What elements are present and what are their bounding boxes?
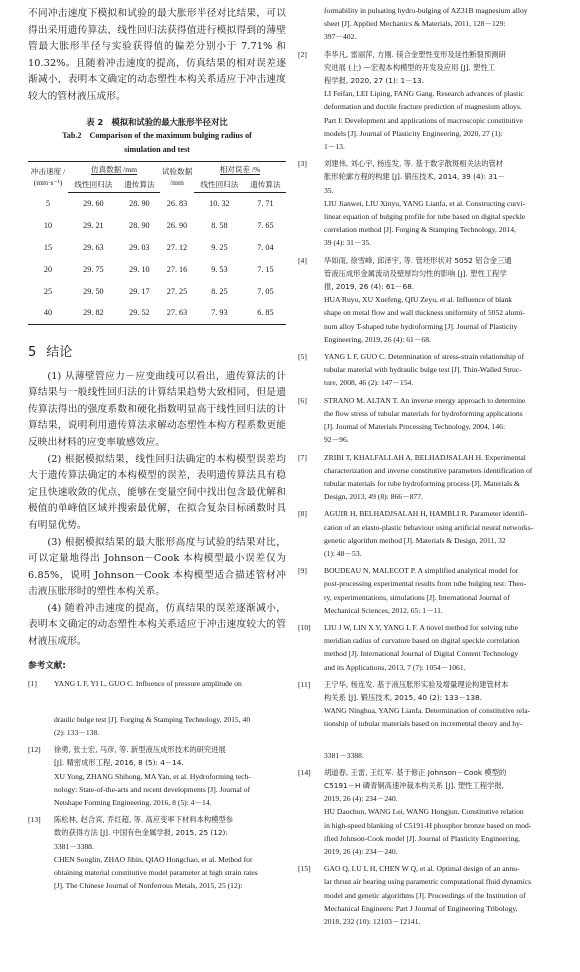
reference-line: Part I: Development and applications of macroscopic constitutive	[324, 115, 523, 125]
reference-line: shape on metal flow and wall thickness uniformity of 5052 alumi-	[324, 308, 525, 318]
reference-number: [5]	[298, 352, 307, 362]
reference-line: post-processing experimental results from tube bulging test: Theo-	[324, 579, 527, 589]
table-title-en-1: Tab.2 Comparison of the maximum bulging radius of	[62, 130, 252, 140]
reference-number: [4]	[298, 255, 307, 265]
reference-text	[324, 48, 568, 154]
reference-line: draulic bulge test [J]. Forging & Stamping Technology, 2015, 40	[54, 714, 251, 724]
reference-line: XU Yong, ZHANG Shihong, MA Yan, et al. Hydroforming tech-	[54, 771, 251, 781]
table-cell: 9. 25	[211, 242, 228, 252]
section-number: 5	[28, 344, 37, 360]
col-sim-genetic: 遗传算法	[119, 177, 160, 193]
reference-entry	[298, 451, 568, 504]
reference-line: ified Johnson-Cook model [J]. Journal of Plasticity Engineering,	[324, 833, 520, 843]
reference-entry	[298, 621, 568, 674]
table-cell: 7. 05	[257, 286, 274, 296]
table-cell: 26. 90	[166, 220, 188, 230]
reference-line: 华如雨, 徐雪峰, 邱泽宇, 等. 管坯形状对 5052 铝合金三通	[324, 255, 512, 265]
table-cell: 7. 04	[257, 242, 274, 252]
reference-line: 数的获得方法 [J]. 中国有色金属学报, 2015, 25 (12):	[54, 828, 228, 838]
table-cell: 6. 85	[245, 302, 286, 324]
reference-text	[54, 813, 286, 892]
reference-line: meridian radius of curvature based on digital speckle correlation	[324, 636, 520, 646]
table-title-zh: 表 2 模拟和试验的最大胀形半径对比	[86, 116, 228, 127]
reference-line: num alloy T-shaped tube hydroforming [J]. Journal of Plasticity	[324, 321, 518, 331]
reference-line: ZRIBI T, KHALFALLAH A, BELHADJSALAH H. Experimental	[324, 452, 526, 462]
reference-line: (1): 48－53.	[324, 548, 362, 558]
reference-entry	[298, 507, 568, 560]
table-cell: 15	[43, 242, 53, 252]
section-heading	[28, 341, 286, 360]
reference-line: C5191－H 磷青铜高速冲裁本构关系 [J]. 塑性工程学报,	[324, 780, 504, 790]
conclusion-paragraph: (1) 从薄壁管应力－应变曲线可以看出，遗传算法的计算结果与一般线性回归法的计算结果趋势大致相同，但是遗传算法得出的强度系数和硬化指数明显高于线性回归法的计算结果，说明利用遗传算法求解动态塑性本构方程系数更能反映出材料的应变率敏感效应。	[28, 370, 286, 448]
reference-line: 王宁华, 杨连发. 基于液压胀形实验及增量理论构建管材本	[324, 679, 509, 689]
reference-text	[324, 678, 568, 731]
reference-line: 管液压成形金属流动及壁厚均匀性的影响 [J]. 塑性工程学	[324, 268, 507, 278]
left-column	[28, 6, 286, 897]
table-cell: 29. 10	[129, 264, 150, 274]
reference-text	[324, 862, 568, 928]
reference-number: [12]	[28, 745, 41, 755]
col-err-linreg: 线性回归法	[194, 177, 245, 193]
reference-line: Netshape Forming Engineering, 2016, 8 (5): 4－14.	[54, 798, 212, 808]
col-test: 试验数据 /mm	[160, 161, 194, 192]
reference-line: characterization and inverse constitutive parameters identification of	[324, 465, 533, 475]
reference-entry	[298, 564, 568, 617]
reference-number: [8]	[298, 509, 307, 519]
table-cell: 9. 53	[211, 264, 228, 274]
table-cell: 29. 03	[129, 242, 150, 252]
table-cell: 29. 82	[68, 302, 119, 324]
reference-line: tubular material with hydraulic bulge test [J]. Thin-Walled Struc-	[324, 365, 522, 375]
col-err-genetic: 遗传算法	[245, 177, 286, 193]
reference-text	[54, 743, 286, 809]
reference-gap	[298, 928, 568, 932]
reference-line: obtaining material constitutive model parameter at high strain rates	[54, 868, 258, 878]
reference-line: formability in pulsating hydro-bulging of AZ31B magnesium alloy	[324, 6, 528, 15]
reference-line	[324, 735, 568, 749]
reference-line: 1－13.	[324, 142, 345, 152]
table-cell: 10. 32	[209, 198, 230, 208]
table-cell: 8. 25	[211, 286, 228, 296]
table-cell: 7. 65	[257, 220, 274, 230]
sim-group-label: 仿真数据 /mm	[90, 164, 138, 174]
reference-text	[324, 621, 568, 674]
reference-text	[324, 157, 568, 249]
table-row	[28, 280, 286, 302]
reference-number	[298, 735, 324, 762]
reference-number: [2]	[298, 49, 307, 59]
reference-line: models [J]. Journal of Plasticity Engineering, 2020, 27 (1):	[324, 128, 503, 138]
reference-line: sheet [J]. Applied Mechanics & Materials, 2011, 128－129:	[324, 19, 506, 29]
conclusion-paragraph: (2) 根据模拟结果，线性回归法确定的本构模型误差均大于遗传算法确定的本构模型的误差，表明遗传算法具有稳定且快速收敛的优点，能够在变量空间中找出包含最优解和极值的单峰值区域并搜索最优解，在拟合复杂目标函数时具有明显优势。	[28, 453, 286, 531]
reference-line: 李华凡, 雷丽萍, 方刚. 镁合金塑性变形及延性断裂预测研	[324, 49, 506, 59]
references-heading: 参考文献:	[28, 660, 66, 671]
reference-line: the flow stress of tubular materials for hydroforming applications	[324, 408, 523, 418]
impact-speed-label: 冲击速度 /	[30, 166, 66, 176]
reference-line: [J]. The Chinese Journal of Nonferrous Metals, 2015, 25 (12):	[54, 881, 243, 891]
references-left	[28, 677, 286, 897]
table-body	[28, 192, 286, 324]
reference-number: [3]	[298, 159, 307, 169]
reference-line: 究进展 (上) —宏观本构模型的开发及应用 [J]. 塑性工	[324, 62, 496, 72]
impact-speed-unit: (mm·s⁻¹)	[33, 177, 63, 187]
table-cell: 7. 15	[257, 264, 274, 274]
reference-entry	[298, 254, 568, 346]
reference-line: 胡道春, 王雷, 王红军. 基于修正 Johnson－Cook 模型的	[324, 767, 507, 777]
reference-entry	[298, 350, 568, 390]
reference-entry	[298, 48, 568, 154]
reference-line: linear equation of bulging profile for tube based on digital speckle	[324, 212, 526, 222]
reference-line: HUA Ruyu, XU Xuefeng, QIU Zeyu, et al. Influence of blank	[324, 295, 513, 305]
reference-line: [J]. 精密成形工程, 2016, 8 (5): 4－14.	[54, 758, 184, 768]
reference-line: STRANO M, ALTAN T. An inverse energy approach to determine	[324, 395, 526, 405]
reference-number: [13]	[28, 815, 41, 825]
reference-line: WANG Ninghua, YANG Lianfa. Determination of constitutive rela-	[324, 706, 531, 716]
reference-line: BOUDEAU N, MALECOT P. A simplified analytical model for	[324, 566, 519, 576]
table-cell: 29. 75	[83, 264, 104, 274]
table-row	[28, 214, 286, 236]
reference-text	[324, 507, 568, 560]
table-cell: 29. 52	[119, 302, 160, 324]
table-row	[28, 302, 286, 324]
reference-text	[324, 4, 568, 44]
reference-line: 397－402.	[324, 32, 357, 42]
reference-line: ture, 2008, 46 (2): 147－154.	[324, 378, 414, 388]
reference-number	[298, 4, 324, 44]
reference-line: correlation method [J]. Forging & Stamping Technology, 2014,	[324, 225, 516, 235]
reference-text	[324, 564, 568, 617]
col-group-err	[194, 161, 286, 177]
reference-line: 92－96.	[324, 435, 349, 445]
reference-entry	[28, 813, 286, 892]
reference-line: 2018, 232 (10): 12103－12141.	[324, 917, 421, 926]
reference-line: 2019, 26 (4): 234－240.	[324, 846, 398, 856]
reference-line: 程学报, 2020, 27 (1): 1－13.	[324, 76, 425, 86]
reference-entry	[298, 862, 568, 928]
table-cell: 8. 58	[211, 220, 228, 230]
reference-line: [J]. Journal of Materials Processing Technology, 2004, 146:	[324, 422, 506, 432]
reference-entry	[298, 678, 568, 731]
reference-line: genetic algorithm method [J]. Materials & Design, 2011, 32	[324, 535, 506, 545]
reference-line: Mechanical Sciences, 2012, 65: 1－11.	[324, 605, 443, 615]
table-row	[28, 192, 286, 214]
table-row	[28, 236, 286, 258]
reference-entry	[28, 677, 286, 740]
reference-line: 2019, 26 (4): 234－240.	[324, 794, 398, 804]
table-cell: 29. 17	[129, 286, 150, 296]
table-cell: 28. 90	[129, 198, 150, 208]
reference-line: Engineering, 2019, 26 (4): 61－68.	[324, 334, 431, 344]
table-cell: 7. 71	[257, 198, 274, 208]
reference-line: HU Daochun, WANG Lei, WANG Hongjun. Constitutive relation	[324, 807, 524, 817]
reference-line: 3381－3388.	[324, 750, 364, 760]
reference-line: method [J]. International Journal of Digital Content Technology	[324, 649, 519, 659]
conclusion-paragraph: (3) 根据模拟结果的最大胀形高度与试验的结果对比，可以定量地得出 Johnson－Cook 本构模型最小误差仅为 6.85%，说明 Johnson－Cook 本构模型适合描述管材冲击液压胀形时的塑性本构关系。	[28, 536, 286, 598]
col-group-sim	[68, 161, 160, 177]
table-cell: 27. 12	[166, 242, 188, 252]
table-cell: 27. 63	[160, 302, 194, 324]
reference-line: nology: State-of-the-arts and recent developments [J]. Journal of	[54, 784, 251, 794]
reference-entry	[298, 4, 568, 44]
table-cell: 25	[43, 286, 53, 296]
section-title: 结论	[46, 344, 73, 360]
reference-line: 3381－3388.	[54, 841, 94, 851]
reference-line: 构关系 [J]. 锻压技术, 2015, 40 (2): 133－138.	[324, 692, 482, 702]
col-sim-linreg: 线性回归法	[68, 177, 119, 193]
reference-line: YANG L F, GUO C. Determination of stress-strain relationship of	[324, 352, 525, 362]
reference-line: 胀形轮廓方程的构建 [J]. 锻压技术, 2014, 39 (4): 31－	[324, 172, 505, 182]
reference-line: CHEN Songlin, ZHAO Jibin, QIAO Hongchao, et al. Method for	[54, 854, 253, 864]
reference-line: GAO Q, LU L H, CHEN W Q, et al. Optimal design of an annu-	[324, 864, 520, 874]
reference-line	[54, 690, 286, 713]
table-cell: 27. 25	[166, 286, 188, 296]
reference-line: in high-speed blanking of C5191-H phosphor bronze based on mod-	[324, 820, 532, 830]
table-cell: 29. 63	[83, 242, 104, 252]
table-cell: 27. 16	[166, 264, 188, 274]
reference-line: deformation and ductile fracture prediction of magnesium alloys.	[324, 102, 522, 112]
reference-line: lar thrust air bearing using parametric computational fluid dynamics	[324, 877, 532, 887]
table-cell: 20	[43, 264, 53, 274]
reference-line: tubular materials for tube hydroforming process [J]. Materials &	[324, 478, 520, 488]
conclusions-block	[28, 369, 286, 651]
reference-line: (2): 133－138.	[54, 728, 100, 738]
table-row	[28, 258, 286, 280]
reference-line: ry, experimentations, simulations [J]. International Journal of	[324, 592, 510, 602]
table-cell: 26. 83	[166, 198, 188, 208]
reference-number: [14]	[298, 767, 311, 777]
table-cell: 28. 90	[129, 220, 150, 230]
reference-line: LIU J W, LIN X Y, YANG L F. A novel method for solving tube	[324, 622, 518, 632]
right-column	[298, 4, 568, 932]
reference-gap	[28, 893, 286, 897]
reference-text	[324, 451, 568, 504]
reference-entry	[28, 743, 286, 809]
err-group-label: 相对误差 /%	[219, 164, 261, 174]
reference-text	[324, 254, 568, 346]
table-cell: 5	[45, 198, 51, 208]
reference-line: model and genetic algorithms [J]. Proceedings of the Institution of	[324, 890, 526, 900]
reference-line: cation of an elasto-plastic behaviour using artificial neural networks-	[324, 522, 534, 532]
reference-entry	[298, 157, 568, 249]
reference-number: [11]	[298, 679, 311, 689]
table-cell: 29. 21	[83, 220, 104, 230]
intro-paragraph-block	[28, 6, 286, 106]
reference-text	[324, 766, 568, 858]
col-impact-speed	[28, 161, 68, 192]
reference-line: and its Applications, 2013, 7 (7): 1054－1061.	[324, 662, 466, 672]
conclusion-paragraph: (4) 随着冲击速度的提高，仿真结果的误差逐渐减小，表明本文确定的动态塑性本构关系适应于冲击速度较大的管材液压成形。	[28, 602, 286, 648]
reference-text	[54, 677, 286, 740]
table-cell: 40	[28, 302, 68, 324]
reference-number: [9]	[298, 566, 307, 576]
reference-line: 徐勇, 张士宏, 马彦, 等. 新型液压成形技术的研究进展	[54, 745, 226, 755]
table-cell: 7. 93	[194, 302, 245, 324]
reference-line: 报, 2019, 26 (4): 61－68.	[324, 282, 415, 292]
reference-line: 陈松林, 赵合宾, 乔红超, 等. 高应变率下材料本构模型参	[54, 815, 234, 825]
reference-text	[324, 394, 568, 447]
reference-entry	[298, 735, 568, 762]
reference-number: [6]	[298, 395, 307, 405]
reference-number: [7]	[298, 452, 307, 462]
table-cell: 29. 50	[83, 286, 104, 296]
table-title-en-2: simulation and test	[124, 144, 190, 154]
comparison-table	[28, 161, 286, 325]
reference-number: [1]	[28, 678, 37, 688]
reference-number: [15]	[298, 864, 311, 874]
reference-line: 刘建伟, 刘心宇, 杨连发, 等. 基于数字散斑相关法的管材	[324, 159, 504, 169]
reference-line: tionship of tubular materials based on incremental theory and hy-	[324, 719, 523, 729]
reference-line: 39 (4): 31－35.	[324, 238, 372, 248]
reference-line: LIU Jianwei, LIU Xinyu, YANG Lianfa, et al. Constructing curvi-	[324, 198, 526, 208]
reference-text	[324, 735, 568, 762]
reference-line: 35.	[324, 185, 334, 195]
reference-line: Mechanical Engineers: Part J Journal of Engineering Tribology,	[324, 903, 518, 913]
reference-line: LI Feifan, LEI Liping, FANG Gang. Research advances of plastic	[324, 89, 524, 99]
reference-entry	[298, 766, 568, 858]
table-cell: 10	[43, 220, 53, 230]
reference-number: [10]	[298, 622, 311, 632]
reference-text	[324, 350, 568, 390]
intro-paragraph: 不同冲击速度下模拟和试验的最大胀形半径对比结果，可以得出采用遗传算法、线性回归法获得值进行模拟得到的薄壁管最大胀形半径与实验获得值的偏差分别小于 7.71% 和 10.32%。且随着冲击速度的提高，仿真结果的相对误差逐渐减小，表明本文确定的动态塑性本构关系适应于冲击速度较大的管材液压成形。	[28, 8, 286, 102]
reference-line: Design, 2013, 49 (8): 866－877.	[324, 492, 423, 502]
references-right	[298, 4, 568, 932]
reference-line: YANG L F, YI L, GUO C. Influence of pressure amplitude on	[54, 678, 242, 688]
reference-line: AGUIR H, BELHADJSALAH H, HAMBLI R. Parameter identifi-	[324, 509, 528, 519]
table-cell: 29. 60	[83, 198, 104, 208]
reference-entry	[298, 394, 568, 447]
